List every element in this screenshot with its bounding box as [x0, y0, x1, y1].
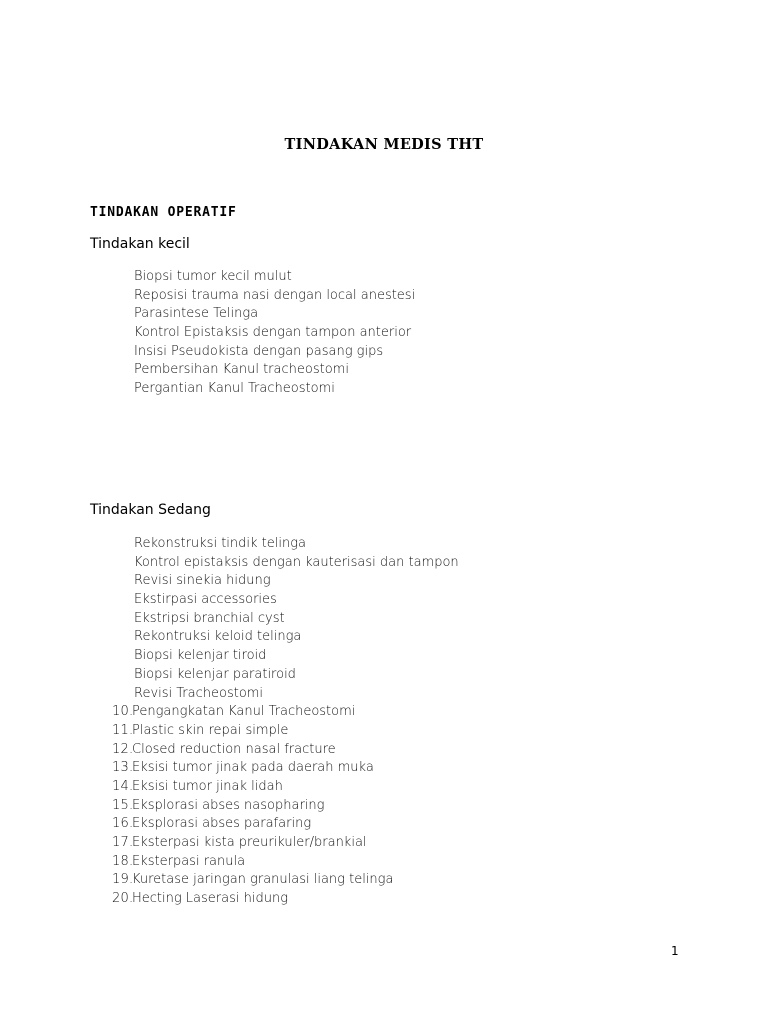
list-item-text: Biopsi kelenjar paratiroid — [134, 666, 296, 682]
list-item-text: Ekstripsi branchial cyst — [134, 610, 285, 626]
list-item-number: 20. — [112, 891, 134, 907]
list-item-number: 18. — [112, 853, 134, 869]
list-item-text: Eksisi tumor jinak lidah — [132, 778, 283, 794]
list-item-text: Eksterpasi ranula — [132, 853, 246, 869]
list-item-number: 14. — [112, 778, 134, 794]
list-item-text: Pengangkatan Kanul Tracheostomi — [132, 704, 356, 720]
list-item-number: 17. — [112, 835, 134, 850]
list-item-number: 10. — [112, 704, 134, 720]
list-item-text: Eksisi tumor jinak pada daerah muka — [132, 760, 374, 776]
section-title: TINDAKAN OPERATIF — [90, 205, 237, 220]
list-item-number: 11. — [112, 722, 134, 738]
list-item-text: Hecting Laserasi hidung — [132, 891, 288, 907]
list-item-text: Parasintese Telinga — [134, 306, 259, 322]
list-item-text: Reposisi trauma nasi dengan local anestesi — [134, 287, 416, 303]
list-item-text: Pergantian Kanul Tracheostomi — [134, 381, 335, 397]
list-item-text: Biopsi kelenjar tiroid — [134, 648, 267, 664]
list-item-text: Kontrol Epistaksis dengan tampon anterior — [134, 325, 412, 341]
list-item-text: Insisi Pseudokista dengan pasang gips — [134, 343, 384, 359]
page-number: 1 — [671, 944, 679, 958]
list-item-number: 16. — [112, 816, 134, 832]
list-item-number: 13. — [112, 760, 134, 776]
document-title: TINDAKAN MEDIS THT — [284, 136, 484, 153]
list-item-text: Revisi sinekia hidung — [134, 573, 271, 589]
list-item-text: Eksterpasi kista preurikuler/brankial — [132, 835, 367, 850]
list-item-text: Pembersihan Kanul tracheostomi — [134, 362, 349, 378]
list-item-text: Rekonstruksi tindik telinga — [134, 536, 307, 551]
list-item-text: Closed reduction nasal fracture — [132, 741, 336, 757]
list-item-text: Plastic skin repai simple — [132, 722, 289, 738]
heading-tindakan-sedang: Tindakan Sedang — [90, 502, 211, 518]
list-item-text: Ekstirpasi accessories — [134, 592, 277, 608]
list-item-text: Revisi Tracheostomi — [134, 685, 264, 701]
list-item-text: Eksplorasi abses parafaring — [132, 816, 312, 832]
list-item-text: Kontrol epistaksis dengan kauterisasi dan tampon — [134, 554, 459, 570]
list-item-text: Eksplorasi abses nasopharing — [132, 797, 325, 813]
list-item-text: Rekontruksi keloid telinga — [134, 629, 302, 645]
list-item-number: 15. — [112, 797, 134, 813]
heading-tindakan-kecil: Tindakan kecil — [90, 236, 190, 252]
list-item-number: 12. — [112, 741, 134, 757]
list-item-text: Biopsi tumor kecil mulut — [134, 269, 292, 284]
list-item-number: 19. — [112, 872, 134, 888]
list-item-text: Kuretase jaringan granulasi liang telinga — [132, 872, 394, 888]
